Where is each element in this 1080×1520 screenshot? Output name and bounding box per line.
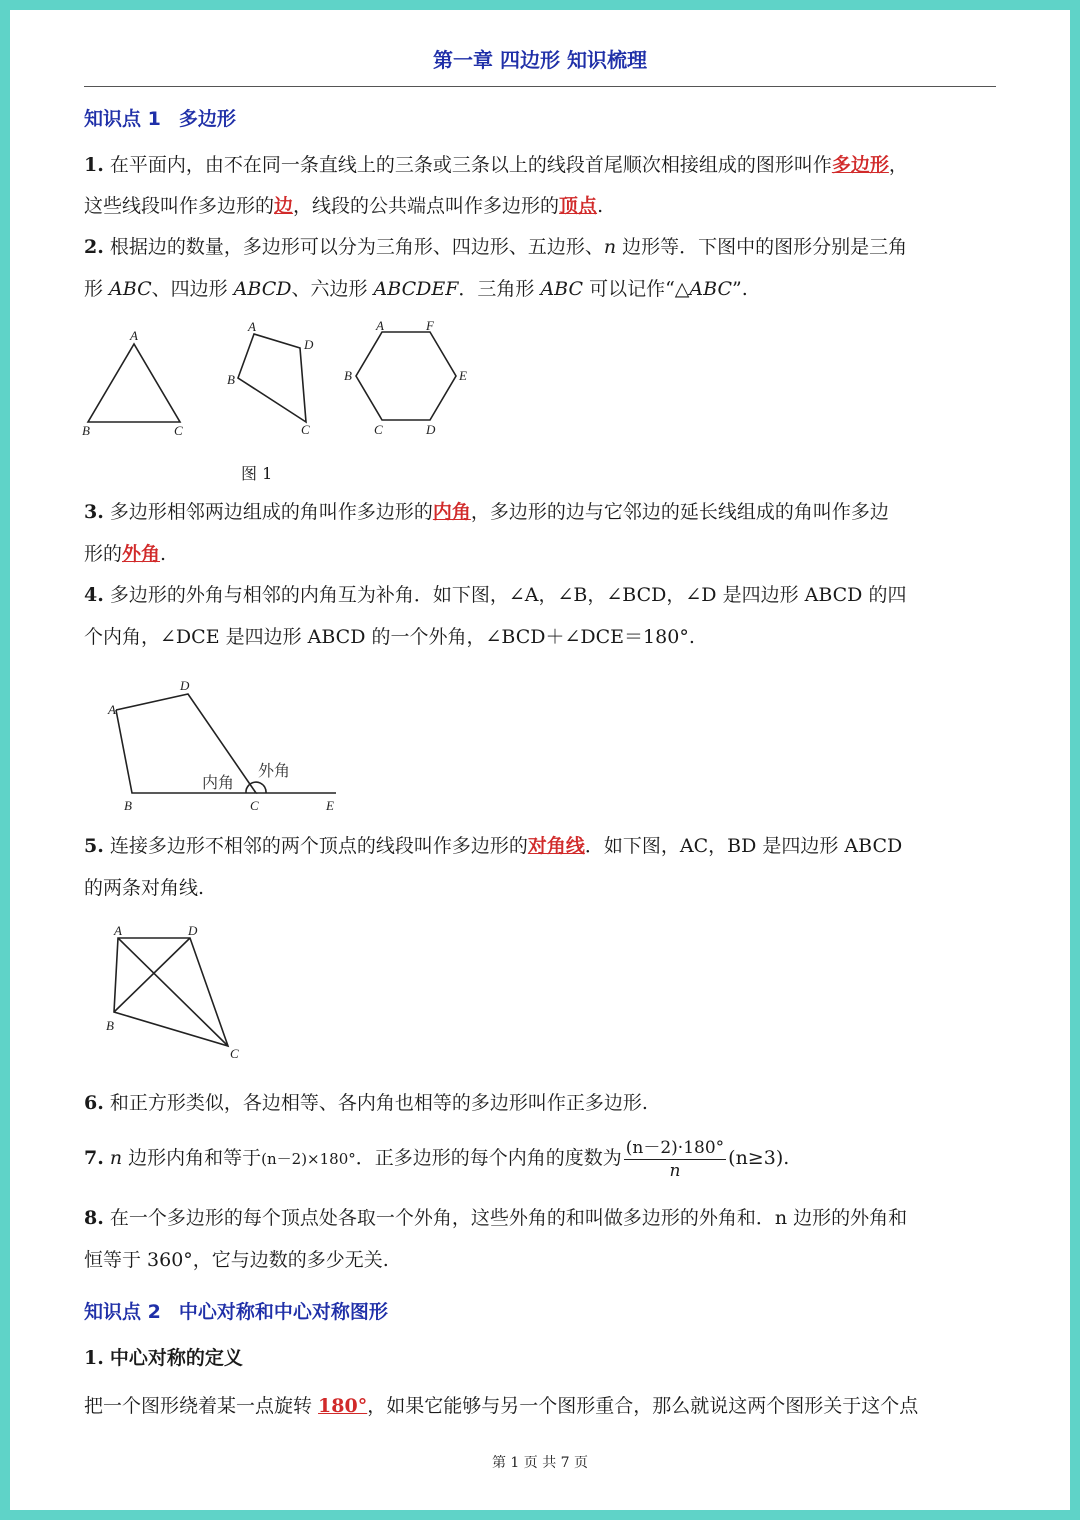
fig2-label-a: A xyxy=(108,702,116,717)
page-footer: 第 1 页 共 7 页 xyxy=(491,1455,589,1471)
section-2-item-1-title xyxy=(84,1345,243,1371)
paragraph-5-line-1 xyxy=(84,833,902,859)
text: 个内角，∠DCE 是四边形 ABCD 的一个外角，∠BCD＋∠DCE＝180°. xyxy=(84,626,695,648)
paragraph-6 xyxy=(84,1090,648,1116)
text: 多边形的外角与相邻的内角互为补角．如下图，∠A，∠B，∠BCD，∠D 是四边形 ABCD 的四 xyxy=(109,584,907,606)
paragraph-3-line-1 xyxy=(84,499,889,525)
fig2-label-d: D xyxy=(180,678,190,693)
text: 在一个多边形的每个顶点处各取一个外角，这些外角的和叫做多边形的外角和．n 边形的外角和 xyxy=(109,1207,908,1229)
hexagon-shape xyxy=(356,332,456,420)
quadrilateral-shape xyxy=(238,334,306,422)
subheading: 中心对称的定义 xyxy=(109,1347,243,1369)
keyword-exterior-angle: 外角 xyxy=(122,543,161,565)
paragraph-7 xyxy=(84,1132,789,1184)
item-number: 4. xyxy=(84,584,104,606)
fig2-outer-angle-label: 外角 xyxy=(258,763,291,780)
text: 边形等．下图中的图形分别是三角 xyxy=(616,236,908,258)
section-2-label: 知识点 2 xyxy=(84,1301,161,1323)
keyword-polygon: 多边形 xyxy=(831,154,889,176)
item-number: 5. xyxy=(84,835,104,857)
paragraph-5-line-2 xyxy=(84,875,204,901)
section-2-heading xyxy=(84,1297,388,1324)
quadrilateral-abcd xyxy=(116,694,256,793)
figure-3-diagonals xyxy=(100,918,260,1068)
paragraph-8-line-2 xyxy=(84,1247,389,1273)
text: 根据边的数量，多边形可以分为三角形、四边形、五边形、 xyxy=(109,236,604,258)
text: ，如果它能够与另一个图形重合，那么就说这两个图形关于这个点 xyxy=(367,1395,919,1417)
text: 这些线段叫作多边形的 xyxy=(84,195,275,217)
text: 恒等于 360°，它与边数的多少无关. xyxy=(84,1249,389,1271)
fig3-label-d: D xyxy=(188,923,198,938)
section-1-name: 多边形 xyxy=(178,108,236,130)
hex-label-d: D xyxy=(426,422,436,437)
text: 把一个图形绕着某一点旋转 xyxy=(84,1395,319,1417)
item-number: 8. xyxy=(84,1207,104,1229)
fig2-label-e: E xyxy=(326,798,334,813)
triangle-label-b: B xyxy=(82,423,90,438)
text: ， xyxy=(888,154,908,176)
text: ，多边形的边与它邻边的延长线组成的角叫作多边 xyxy=(470,501,889,523)
paragraph-2-line-1 xyxy=(84,234,907,260)
hex-label-a: A xyxy=(376,318,384,333)
text: 的两条对角线. xyxy=(84,877,205,899)
keyword-interior-angle: 内角 xyxy=(432,501,471,523)
text: 、六边形 xyxy=(291,278,374,300)
text: 在平面内，由不在同一条直线上的三条或三条以上的线段首尾顺次相接组成的图形叫作 xyxy=(109,154,832,176)
text: ．三角形 xyxy=(458,278,541,300)
fraction-denominator: n xyxy=(669,1160,681,1181)
section-1-label: 知识点 1 xyxy=(84,108,161,130)
hex-label-c: C xyxy=(374,422,383,437)
item-number: 1. xyxy=(84,154,104,176)
paragraph-1-line-1 xyxy=(84,152,908,178)
keyword-180-degrees: 180° xyxy=(318,1395,368,1417)
fig2-inner-angle-label: 内角 xyxy=(202,775,235,792)
fraction-formula xyxy=(624,1137,726,1182)
triangle-label-c: C xyxy=(174,423,183,438)
section-2-name: 中心对称和中心对称图形 xyxy=(178,1301,388,1323)
item-number: 6. xyxy=(84,1092,104,1114)
math-var: ABC xyxy=(109,278,152,300)
text: 形的 xyxy=(84,543,123,565)
title-rule xyxy=(84,86,996,87)
paragraph-4-line-1 xyxy=(84,582,906,608)
fraction-numerator: (n－2)·180° xyxy=(625,1137,725,1158)
fig3-label-b: B xyxy=(106,1018,114,1033)
hex-label-e: E xyxy=(459,368,467,383)
math-var: n xyxy=(109,1147,123,1169)
item-number: 3. xyxy=(84,501,104,523)
text: ”. xyxy=(731,278,748,300)
math-var: ABC xyxy=(540,278,584,300)
keyword-vertex: 顶点 xyxy=(559,195,598,217)
hex-label-f: F xyxy=(426,318,434,333)
keyword-side: 边 xyxy=(274,195,294,217)
math-var: ABCDEF xyxy=(373,278,459,300)
item-number: 1. xyxy=(84,1347,104,1369)
text: ．正多边形的每个内角的度数为 xyxy=(355,1147,622,1169)
math-var: ABCD xyxy=(233,278,292,300)
section-2-item-1-text xyxy=(84,1393,918,1419)
quad-label-d: D xyxy=(304,337,314,352)
item-number: 2. xyxy=(84,236,104,258)
paragraph-2-line-2 xyxy=(84,276,748,302)
fig3-label-c: C xyxy=(230,1046,239,1061)
fig3-label-a: A xyxy=(114,923,122,938)
text: 连接多边形不相邻的两个顶点的线段叫作多边形的 xyxy=(109,835,528,857)
triangle-label-a: A xyxy=(130,328,138,343)
text: . xyxy=(597,195,604,217)
diagonal-bd xyxy=(114,938,190,1012)
hex-label-b: B xyxy=(344,368,352,383)
text: 可以记作“△ xyxy=(583,278,690,300)
keyword-diagonal: 对角线 xyxy=(527,835,585,857)
interior-angle-arc xyxy=(246,785,249,793)
text: 和正方形类似，各边相等、各内角也相等的多边形叫作正多边形. xyxy=(109,1092,648,1114)
fig2-label-c: C xyxy=(250,798,259,813)
figure-1-polygons xyxy=(76,316,496,446)
triangle-shape xyxy=(88,344,180,422)
text: 、四边形 xyxy=(151,278,234,300)
page-title: 第一章 四边形 知识梳理 xyxy=(433,48,647,72)
paragraph-8-line-1 xyxy=(84,1205,907,1231)
formula-sum: (n－2)×180° xyxy=(261,1150,356,1168)
figure-1-caption: 图 1 xyxy=(241,464,273,483)
math-var: n xyxy=(603,236,617,258)
fig2-label-b: B xyxy=(124,798,132,813)
math-var: ABC xyxy=(689,278,732,300)
paragraph-1-line-2 xyxy=(84,193,603,219)
text: (n≥3). xyxy=(728,1147,790,1169)
text: ，线段的公共端点叫作多边形的 xyxy=(293,195,560,217)
item-number: 7. xyxy=(84,1147,104,1169)
text: 形 xyxy=(84,278,110,300)
paragraph-4-line-2 xyxy=(84,624,695,650)
text: 多边形相邻两边组成的角叫作多边形的 xyxy=(109,501,433,523)
section-1-heading xyxy=(84,104,236,131)
quad-label-b: B xyxy=(227,372,235,387)
text: 边形内角和等于 xyxy=(122,1147,262,1169)
text: . xyxy=(160,543,167,565)
figure-2-angles xyxy=(100,676,360,816)
paragraph-3-line-2 xyxy=(84,541,166,567)
text: ．如下图，AC，BD 是四边形 ABCD xyxy=(584,835,903,857)
quad-label-a: A xyxy=(248,319,256,334)
quad-label-c: C xyxy=(301,422,310,437)
